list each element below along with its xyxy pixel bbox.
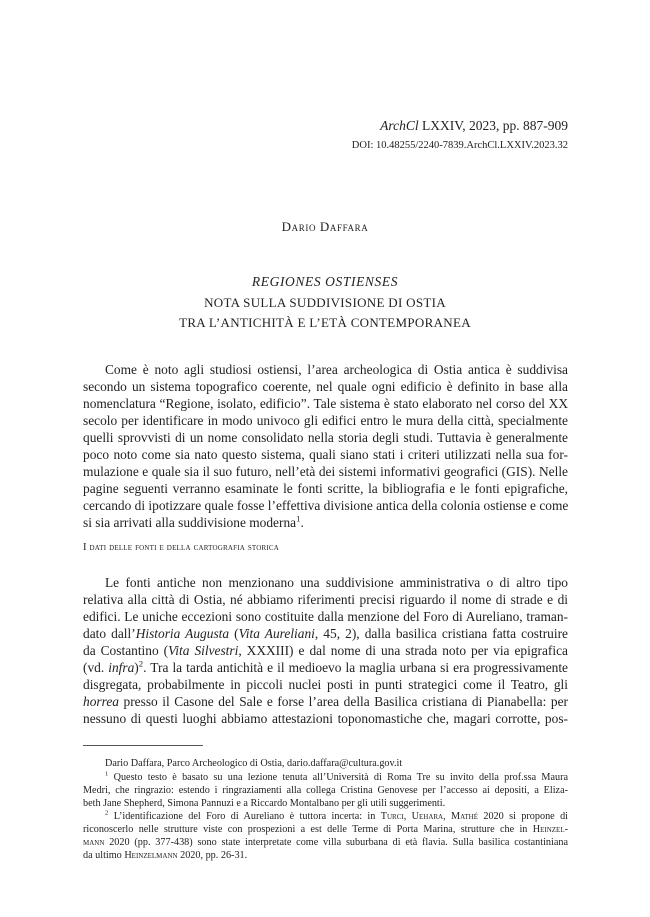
text-line: beth Jane Shepherd, Simona Pannuzi e a Riccardo Montalbano per gli utili suggerimenti. [83, 798, 446, 810]
italic-title: Vita Silvestri [168, 643, 239, 659]
text-segment: . [300, 515, 304, 531]
text-segment: ) [134, 660, 139, 676]
text-segment: L’identificazione del Foro di Aureliano è tuttora incerta: in [108, 811, 381, 822]
text-line [83, 693, 568, 710]
text-line: relativa alla città di Ostia, né abbiamo riferimenti precisi riguardo il nome di strade e di [83, 592, 568, 608]
text-line: secondo un sistema topografico coerente, nel quale ogni edificio è definito in base alla [83, 379, 568, 395]
italic-title: Historia Augusta [135, 626, 230, 642]
footnote-ref[interactable]: 1 [296, 514, 301, 524]
text-line [83, 625, 568, 642]
text-segment: 2020, pp. 26-31. [177, 850, 248, 862]
text-line [83, 659, 568, 676]
text-line: Dario Daffara, Parco Archeologico di Ostia, dario.daffara@cultura.gov.it [105, 758, 403, 769]
text-segment: 2020 si propone di [477, 811, 568, 822]
text-line [83, 836, 568, 849]
intro-paragraph [83, 361, 568, 531]
text-segment: da Costantino ( [83, 643, 169, 659]
journal-citation [380, 118, 568, 134]
citation-authors: Turci, Uehara, Mathé [380, 811, 478, 822]
doi-line: DOI: 10.48255/2240-7839.ArchCl.LXXIV.2023.32 [351, 140, 568, 151]
footnote-number: 1 [105, 771, 109, 778]
citation-author: Heinzelmann [124, 850, 178, 862]
footnote-number: 2 [105, 810, 109, 817]
text-line: mulazione e quale sia il suo futuro, nell’età dei sistemi informativi geografici (GIS). Nelle [83, 464, 568, 480]
text-line: poco noto come sia nato questo sistema, quali siano stati i criteri utilizzati nella sua for- [83, 447, 568, 463]
journal-volume-pages: LXXIV, 2023, pp. 887-909 [418, 118, 568, 133]
text-line: disgregata, probabilmente in piccoli nuclei posti in punti strategici come il Teatro, gli [83, 677, 568, 693]
text-segment: . Tra la tarda antichità e il medioevo la maglia urbana si era progressivamente [143, 660, 568, 676]
text-segment: da ultimo [83, 850, 125, 862]
footnote-separator [83, 745, 203, 746]
text-segment: riconoscerlo nelle strutture viste con prospezioni a est delle Terme di Porta Marina, strutture che in [83, 824, 533, 836]
citation-author: mann [83, 837, 105, 849]
text-line [83, 642, 568, 659]
text-segment: ( [229, 626, 239, 642]
footnote-ref[interactable]: 2 [138, 659, 144, 669]
citation-author: Heinzel- [532, 824, 568, 836]
article-subtitle-line1: NOTA SULLA SUDDIVISIONE DI OSTIA [204, 295, 446, 310]
text-line: nomenclatura “Regione, isolato, edificio”. Tale sistema è stato elaborato nel corso del XX [83, 396, 568, 412]
italic-word: infra [108, 660, 135, 676]
text-line: Le fonti antiche non menzionano una suddivisione amministrativa o di altro tipo [105, 575, 568, 590]
text-line: Medri, che ringrazio: estendo i ringraziamenti alla collega Cristina Genovese per l’accesso ai depositi, a Eliza- [83, 785, 568, 797]
text-segment: , XXXIII) e dal nome di una strada noto per via epigrafica [238, 643, 568, 659]
text-segment: , 45, 2), dalla basilica cristiana fatta costruire [314, 626, 568, 642]
text-line [83, 849, 568, 862]
footnote-2 [83, 810, 568, 862]
text-line [83, 771, 568, 784]
text-line [83, 810, 568, 823]
text-line: quelli sprovvisti di un nome consolidato nella storia degli studi. Tuttavia è generalmente [83, 430, 568, 446]
text-line: secolo per identificare in modo univoco gli edifici entro le mura della città, specialmente [83, 413, 568, 429]
section-heading: I dati delle fonti e della cartografia storica [83, 542, 280, 553]
text-line: nessuno di questi luoghi abbiamo attestazioni toponomastiche che, magari corrotte, pos- [83, 711, 568, 727]
text-line: cercando di ipotizzare quale fosse l’effettiva divisione antica della colonia ostiense e come [83, 498, 568, 514]
text-line: edifici. Le uniche eccezioni sono costituite dalla menzione del Foro di Aureliano, traman- [83, 609, 568, 625]
article-subtitle-line2: TRA L’ANTICHITÀ E L’ETÀ CONTEMPORANEA [179, 315, 471, 330]
text-line: pagine seguenti verranno esaminate le fonti scritte, la bibliografia e le fonti epigrafiche, [83, 481, 568, 497]
author-affiliation-note [83, 757, 568, 770]
body-paragraph [83, 574, 568, 727]
journal-abbrev: ArchCl [380, 118, 419, 133]
text-line [83, 823, 568, 836]
text-segment: (vd. [83, 660, 109, 676]
article-title: REGIONES OSTIENSES [251, 274, 399, 289]
italic-title: Vita Aureliani [238, 626, 315, 642]
text-segment: 2020 (pp. 377-438) sono state interpretate come villa suburbana di età flavia. Sulla basilica costantiniana [104, 837, 568, 849]
text-line: Come è noto agli studiosi ostiensi, l’area archeologica di Ostia antica è suddivisa [105, 362, 568, 377]
text-segment: si sia arrivati alla suddivisione moderna [83, 515, 297, 531]
text-segment: dato dall’ [83, 626, 136, 642]
author-name: Dario Daffara [281, 219, 369, 234]
text-segment: Questo testo è basato su una lezione tenuta all’Università di Roma Tre su invito della prof.ssa Maura [108, 772, 568, 783]
italic-word: horrea [83, 694, 119, 710]
footnote-1 [83, 771, 568, 810]
text-line [83, 514, 568, 531]
text-segment: presso il Casone del Sale e forse l’area della Basilica cristiana di Pianabella: per [118, 694, 568, 710]
